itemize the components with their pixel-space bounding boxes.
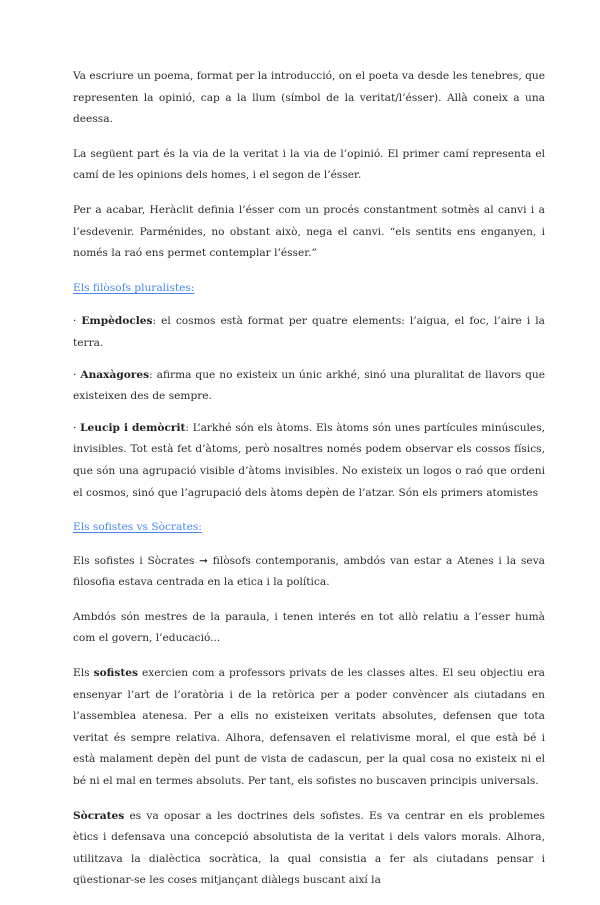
paragraph-poema: Va escriure un poema, format per la introducció, on el poeta va desde les tenebres, que representen la opinió, cap a la llum (símbol de la veritat/l’ésser). Allà coneix a una deessa. (73, 70, 545, 126)
socrates-text: es va oposar a les doctrines dels sofistes. Es va centrar en els problemes ètics i defensava una concepció absolutista de la veritat i dels valors morals. Alhora, utilitzava la dialèctica socràtica, la qual consistia a fer als ciutadans pensar i qüestionar-se les coses mitjançant diàlegs buscant així la (73, 809, 545, 887)
term-anaxagores: Anaxàgores (80, 368, 150, 381)
paragraph-anaxagores: · Anaxàgores: afirma que no existeix un únic arkhé, sinó una pluralitat de llavors que existeixen des de sempre. (73, 368, 545, 403)
paragraph-mestres: Ambdós són mestres de la paraula, i tenen interés en tot allò relatiu a l’esser humà com el govern, l’educació... (73, 610, 545, 645)
term-sofistes: sofistes (93, 667, 138, 680)
heading-pluralistes: Els filòsofs pluralistes: (73, 281, 195, 294)
term-empedocles: Empèdocles (81, 315, 153, 328)
paragraph-socrates (73, 806, 545, 892)
paragraph-empedocles: · Empèdocles: el cosmos està format per quatre elements: l’aigua, el foc, l’aire i la terra. (73, 315, 545, 349)
paragraph-contemporanis: Els sofistes i Sòcrates ➞ filòsofs contemporanis, ambdós van estar a Atenes i la seva filosofia estava centrada en la etica i la política. (73, 554, 545, 589)
paragraph-sofistes (73, 663, 545, 793)
paragraph-heraclit: Per a acabar, Heràclit definia l’ésser com un procés constantment sotmès al canvi i a l’esdevenir. Parménides, no obstant això, nega el canvi. “els sentits ens enganyen, i només la raó ens permet contemplar l’ésser.” (73, 203, 545, 260)
sofistes-text: exercien com a professors privats de les classes altes. El seu objectiu era ensenyar l’art de l’oratòria i de la retòrica per a poder convèncer als ciutadans en l’assemblea atenesa. Per a ells no existeixen veritats absolutes, defensen que tota veritat és sempre relativa. Alhora, defensaven el relativisme moral, el que està bé i està malament depèn del punt de vista de cadascun, per la qual cosa no existeix ni el bé ni el mal en termes absoluts. Per tant, els sofistes no buscaven principis universals. (73, 667, 545, 788)
term-socrates: Sòcrates (73, 809, 125, 822)
leucip-text: : L’arkhé són els àtoms. Els àtoms són unes partícules minúscules, invisibles. Tot està fet d’àtoms, però nosaltres només podem observar els cossos físics, que són una agrupació visible d’àtoms invisibles. No existeix un logos o raó que ordeni el cosmos, sinó que l’agrupació dels àtoms depèn de l’atzar. Són els primers atomistes (73, 421, 545, 499)
empedocles-text: : el cosmos està format per quatre elements: l’aigua, el foc, l’aire i la terra. (73, 315, 545, 349)
sofistes-prefix: Els (73, 667, 94, 680)
heading-sofistes: Els sofistes vs Sòcrates: (73, 521, 202, 534)
term-leucip: Leucip i demòcrit (80, 421, 186, 434)
paragraph-leucip: · Leucip i demòcrit: L’arkhé són els àtoms. Els àtoms són unes partícules minúscules, invisibles. Tot està fet d’àtoms, però nosaltres només podem observar els cossos físics, que són una agrupació visible d’àtoms invisibles. No existeix un logos o raó que ordeni el cosmos, sinó que l’agrupació dels àtoms depèn de l’atzar. Són els primers atomistes (73, 421, 545, 499)
anaxagores-text: : afirma que no existeix un únic arkhé, sinó una pluralitat de llavors que existeixen des de sempre. (73, 368, 545, 403)
paragraph-via-veritat: La següent part és la via de la veritat i la via de l’opinió. El primer camí representa el camí de les opinions dels homes, i el segon de l’ésser. (73, 147, 545, 182)
document-body (73, 66, 545, 905)
